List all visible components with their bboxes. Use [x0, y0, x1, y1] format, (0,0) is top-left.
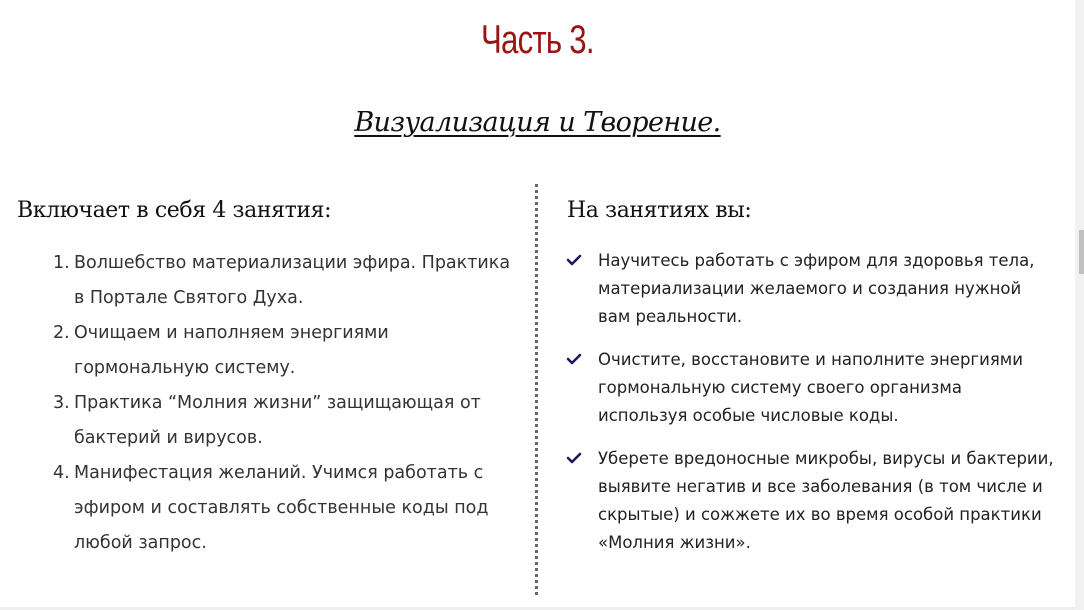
lesson-text: Волшебство материализации эфира. Практика в Портале Святого Духа. — [74, 253, 511, 308]
benefit-text: Уберете вредоносные микробы, вирусы и бактерии, выявите негатив и все заболевания (в том числе и скрытые) и сожжете их во время особой практики «Молния жизни». — [598, 449, 1054, 552]
lesson-item — [48, 456, 518, 561]
check-icon — [566, 352, 582, 366]
part-title: Часть 3. — [481, 18, 594, 62]
scrollbar-thumb[interactable] — [1079, 230, 1084, 274]
check-icon — [566, 253, 582, 267]
benefit-item — [566, 346, 1056, 430]
lesson-text: Очищаем и наполняем энергиями гормональную систему. — [74, 323, 389, 378]
lesson-number: 3. — [53, 393, 70, 413]
vertical-scrollbar[interactable] — [1075, 0, 1084, 610]
lesson-item — [48, 386, 518, 456]
benefit-text: Очистите, восстановите и наполните энергиями гормональную систему своего организма используя особые числовые коды. — [598, 350, 1023, 425]
column-divider — [535, 184, 538, 598]
lesson-text: Практика “Молния жизни” защищающая от бактерий и вирусов. — [74, 393, 481, 448]
check-icon — [566, 451, 582, 465]
lesson-number: 2. — [53, 323, 70, 343]
lesson-item — [48, 246, 518, 316]
lesson-text: Манифестация желаний. Учимся работать с эфиром и составлять собственные коды под любой запрос. — [74, 463, 489, 553]
section-subtitle: Визуализация и Творение. — [354, 107, 721, 138]
lessons-list — [48, 246, 518, 561]
benefit-text: Научитесь работать с эфиром для здоровья тела, материализации желаемого и создания нужной вам реальности. — [598, 251, 1035, 326]
benefit-item — [566, 445, 1056, 557]
benefits-list — [566, 247, 1056, 572]
lesson-item — [48, 316, 518, 386]
lesson-number: 1. — [53, 253, 70, 273]
benefits-heading: На занятиях вы: — [567, 198, 752, 223]
lesson-number: 4. — [53, 463, 70, 483]
benefit-item — [566, 247, 1056, 331]
lessons-heading: Включает в себя 4 занятия: — [17, 198, 332, 223]
